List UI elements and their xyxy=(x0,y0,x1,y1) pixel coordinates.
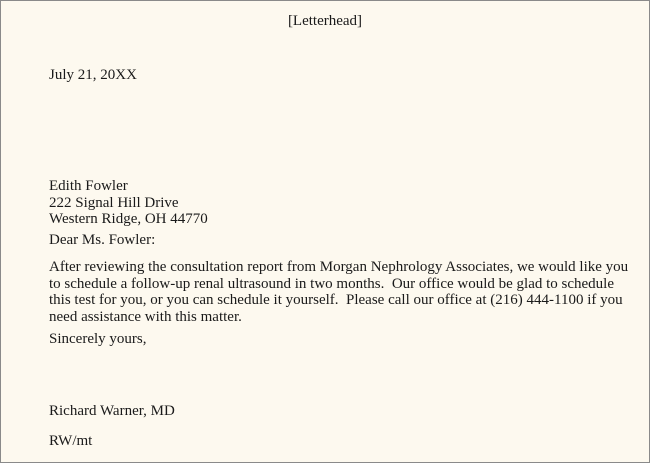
recipient-street: 222 Signal Hill Drive xyxy=(49,194,179,211)
letter-date: July 21, 20XX xyxy=(49,67,137,83)
letter-body xyxy=(49,259,628,325)
recipient-address xyxy=(49,178,208,228)
recipient-city-state-zip: Western Ridge, OH 44770 xyxy=(49,211,208,227)
reference-initials: RW/mt xyxy=(49,433,93,449)
body-line: to schedule a follow-up renal ultrasound in two months. Our office would be glad to schedule xyxy=(49,275,615,292)
body-line: this test for you, or you can schedule it yourself. Please call our office at (216) 444-1100 if you xyxy=(49,292,623,308)
body-line: After reviewing the consultation report from Morgan Nephrology Associates, we would like you xyxy=(49,259,629,275)
closing: Sincerely yours, xyxy=(49,331,147,347)
recipient-name: Edith Fowler xyxy=(49,178,128,194)
letterhead: [Letterhead] xyxy=(287,13,363,29)
salutation: Dear Ms. Fowler: xyxy=(49,232,156,248)
body-line: need assistance with this matter. xyxy=(49,308,242,325)
signature-name: Richard Warner, MD xyxy=(49,403,175,419)
